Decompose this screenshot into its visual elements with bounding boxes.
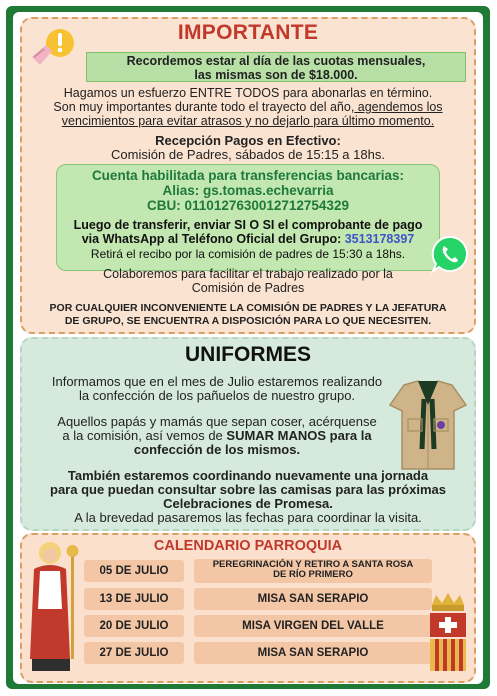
calendar-event-1-line-2: DE RÍO PRIMERO xyxy=(273,569,353,580)
calendar-date-4: 27 DE JULIO xyxy=(84,642,184,664)
fees-line-2: las mismas son de $18.000. xyxy=(194,68,358,82)
transfer-title: Cuenta habilitada para transferencias bancarias: xyxy=(91,168,405,183)
cross-shield-icon xyxy=(426,591,470,673)
transfer-cbu: CBU: 0110127630012712754329 xyxy=(147,198,349,213)
calendar-event-2: MISA SAN SERAPIO xyxy=(194,588,432,610)
cash-title: Recepción Pagos en Efectivo: xyxy=(155,133,341,148)
uniforms-p2-line-3: confección de los mismos. xyxy=(133,442,301,457)
collaborate-line-2: Comisión de Padres xyxy=(191,281,305,295)
uniforms-p3-line-1: También estaremos coordinando nuevamente una jornada xyxy=(67,468,429,483)
uniforms-title: UNIFORMES xyxy=(185,343,311,366)
importance-text-a: Son muy importantes durante todo el trayecto del año, xyxy=(53,100,355,114)
deadline-text: vencimientos para evitar atrasos y no dejarlo para último momento. xyxy=(61,114,435,128)
calendar-event-3: MISA VIRGEN DEL VALLE xyxy=(194,615,432,637)
transfer-box xyxy=(56,164,440,271)
warning-line-2: DE GRUPO, SE ENCUENTRA A DISPOSICIÓN PARA LO QUE NECESITEN. xyxy=(64,315,432,327)
group-phone[interactable]: 3513178397 xyxy=(341,232,415,246)
uniforms-p2-line-2b: SUMAR MANOS para la xyxy=(226,428,372,443)
warning-line-1: POR CUALQUIER INCONVENIENTE LA COMISIÓN DE PADRES Y LA JEFATURA xyxy=(49,302,447,314)
uniforms-p3-line-4: A la brevedad pasaremos las fechas para coordinar la visita. xyxy=(74,510,422,525)
calendar-event-1-line-1: PEREGRINACIÓN Y RETIRO A SANTA ROSA xyxy=(212,559,414,570)
saint-illustration xyxy=(24,539,82,675)
fees-banner xyxy=(86,52,466,82)
calendar-date-3: 20 DE JULIO xyxy=(84,615,184,637)
important-panel xyxy=(20,17,476,334)
calendar-event-1 xyxy=(194,559,432,583)
uniforms-panel xyxy=(20,337,476,531)
uniforms-p1-line-2: la confección de los pañuelos de nuestro grupo. xyxy=(78,388,356,403)
calendar-date-1: 05 DE JULIO xyxy=(84,560,184,582)
importance-text xyxy=(22,100,474,114)
calendar-event-4: MISA SAN SERAPIO xyxy=(194,642,432,664)
after-transfer-line-1: Luego de transferir, enviar SI O SI el comprobante de pago xyxy=(73,218,423,232)
collaborate-line-1: Colaboremos para facilitar el trabajo realizado por la xyxy=(103,267,393,281)
uniforms-p3-line-3: Celebraciones de Promesa. xyxy=(163,496,333,511)
uniforms-p2-line-1: Aquellos papás y mamás que sepan coser, acérquense xyxy=(57,414,377,429)
cash-detail: Comisión de Padres, sábados de 15:15 a 18hs. xyxy=(111,147,385,162)
after-transfer-line-2 xyxy=(57,232,439,246)
calendar-date-2: 13 DE JULIO xyxy=(84,588,184,610)
important-title: IMPORTANTE xyxy=(177,21,319,44)
fees-line-1: Recordemos estar al día de las cuotas mensuales, xyxy=(126,54,426,68)
receipt-text: Retirá el recibo por la comisión de padres de 15:30 a 18hs. xyxy=(90,247,406,261)
calendar-panel xyxy=(20,533,476,683)
calendar-title: CALENDARIO PARROQUIA xyxy=(153,538,343,554)
transfer-alias: Alias: gs.tomas.echevarria xyxy=(162,183,334,198)
scout-shirt-image xyxy=(388,379,468,471)
importance-text-b: agendemos los xyxy=(354,100,443,114)
uniforms-p2-line-2 xyxy=(22,429,412,443)
uniforms-p3-line-2: para que puedan consultar sobre las camisas para las próximas xyxy=(50,482,446,497)
effort-text: Hagamos un esfuerzo ENTRE TODOS para abonarlas en término. xyxy=(63,86,433,100)
uniforms-p1-line-1: Informamos que en el mes de Julio estaremos realizando xyxy=(51,374,383,389)
after-transfer-line-2-text: via WhatsApp al Teléfono Oficial del Grupo: xyxy=(81,232,342,246)
uniforms-p2-line-2a: a la comisión, así vemos de xyxy=(62,428,227,443)
